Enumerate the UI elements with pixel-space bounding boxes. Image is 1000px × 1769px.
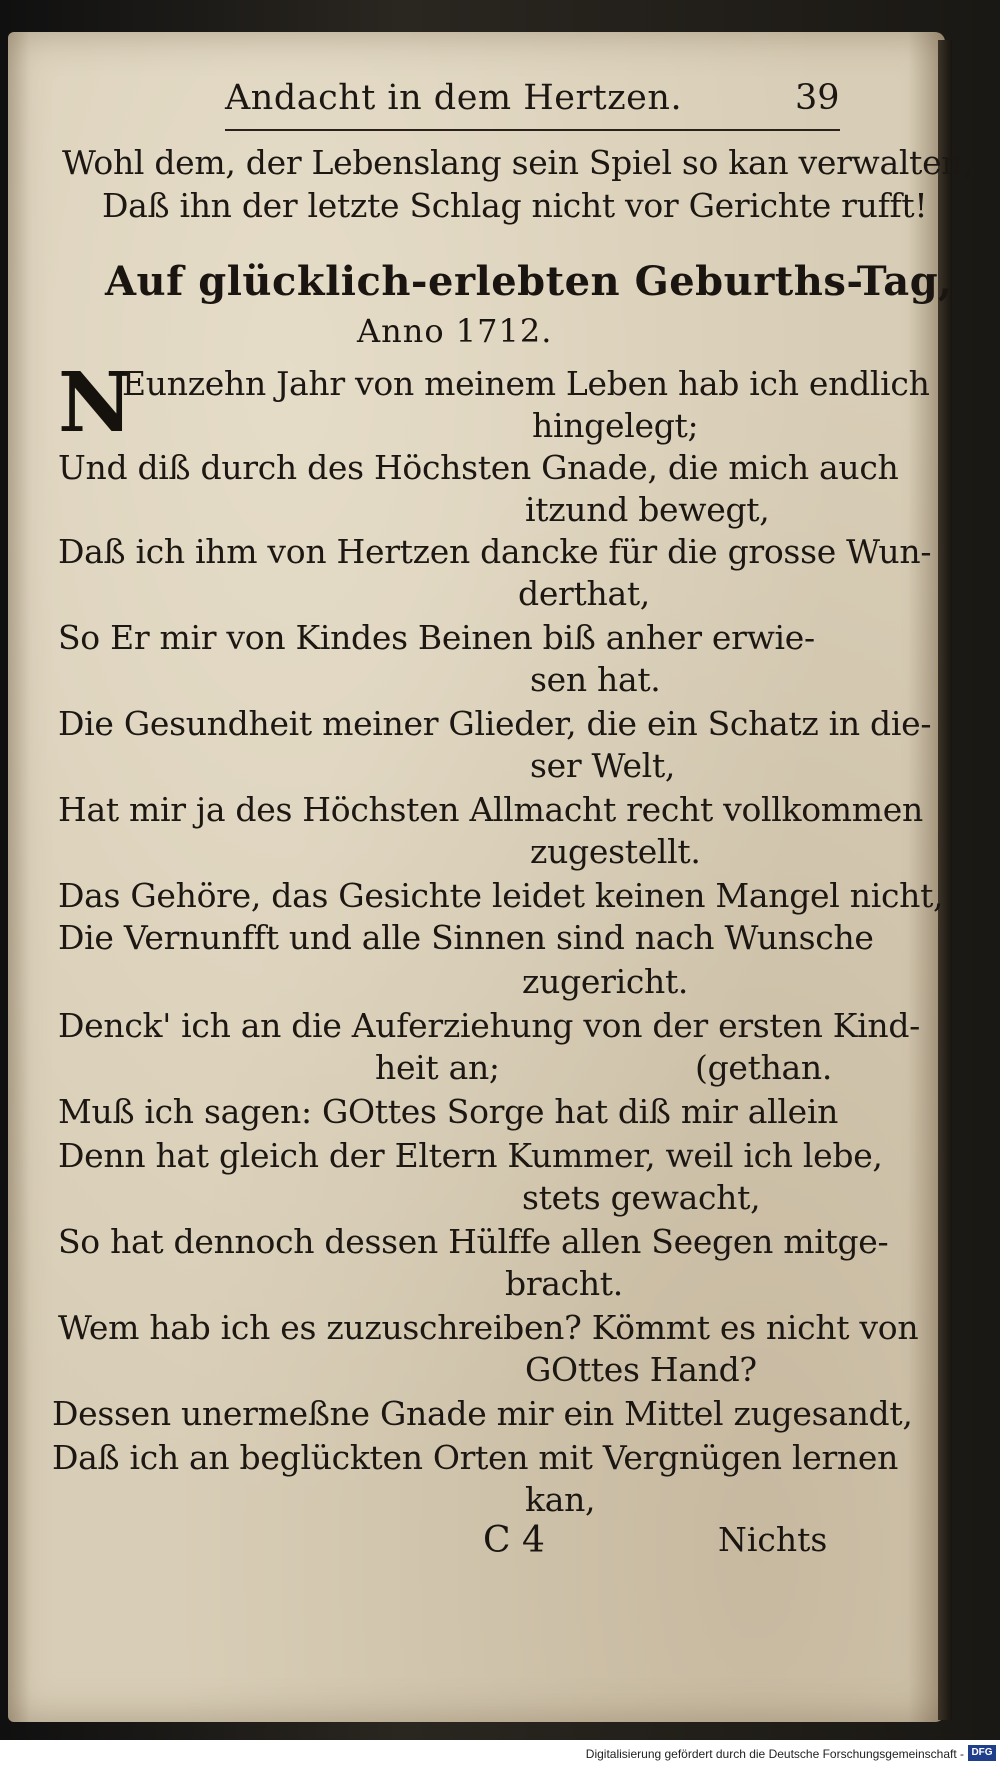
- poem-line: Denck' ich an die Auferziehung von der ersten Kind-: [58, 1006, 921, 1045]
- poem-line: Daß ich an beglückten Orten mit Vergnügen lernen: [52, 1438, 899, 1477]
- poem-line: hingelegt;: [532, 406, 699, 445]
- running-head: Andacht in dem Hertzen.: [225, 78, 683, 118]
- poem-line: Daß ich ihm von Hertzen dancke für die grosse Wun-: [58, 532, 932, 571]
- poem-line: Die Vernunfft und alle Sinnen sind nach Wunsche: [58, 918, 874, 957]
- poem-line: Wem hab ich es zuzuschreiben? Kömmt es nicht von: [58, 1308, 919, 1347]
- signature-mark: C 4: [483, 1520, 545, 1561]
- poem-line: Muß ich sagen: GOttes Sorge hat diß mir allein: [58, 1092, 839, 1131]
- poem-line: itzund bewegt,: [525, 490, 770, 529]
- poem-line: sen hat.: [530, 660, 661, 699]
- text-line: Wohl dem, der Lebenslang sein Spiel so kan verwalten,: [62, 143, 973, 182]
- poem-line: zugericht.: [522, 962, 689, 1001]
- poem-line: GOttes Hand?: [525, 1350, 757, 1389]
- poem-line: zugestellt.: [530, 832, 701, 871]
- poem-line: Denn hat gleich der Eltern Kummer, weil ich lebe,: [58, 1136, 883, 1175]
- dfg-logo-icon: DFG: [968, 1745, 996, 1761]
- poem-line: So hat dennoch dessen Hülffe allen Seegen mitge-: [58, 1222, 889, 1261]
- poem-line: bracht.: [505, 1264, 623, 1303]
- poem-line: stets gewacht,: [522, 1178, 761, 1217]
- page-number: 39: [795, 78, 840, 118]
- poem-line: derthat,: [518, 574, 650, 613]
- header-rule: [225, 129, 840, 131]
- text-line: Daß ihn der letzte Schlag nicht vor Gerichte rufft!: [102, 186, 928, 225]
- drop-cap: N: [58, 355, 133, 451]
- poem-title: Auf glücklich-erlebten Geburths-Tag,: [105, 258, 953, 305]
- poem-line: Und diß durch des Höchsten Gnade, die mich auch: [58, 448, 899, 487]
- poem-line: kan,: [525, 1480, 596, 1519]
- poem-line: Die Gesundheit meiner Glieder, die ein Schatz in die-: [58, 704, 932, 743]
- poem-line: Dessen unermeßne Gnade mir ein Mittel zugesandt,: [52, 1394, 913, 1433]
- catchword: Nichts: [718, 1520, 828, 1559]
- poem-line: Das Gehöre, das Gesichte leidet keinen Mangel nicht,: [58, 876, 944, 915]
- poem-line: Eunzehn Jahr von meinem Leben hab ich endlich: [122, 364, 930, 403]
- poem-line: heit an;: [375, 1048, 500, 1087]
- poem-line: Hat mir ja des Höchsten Allmacht recht vollkommen: [58, 790, 923, 829]
- poem-line: So Er mir von Kindes Beinen biß anher erwie-: [58, 618, 815, 657]
- poem-subtitle: Anno 1712.: [357, 312, 553, 350]
- poem-line: ser Welt,: [530, 746, 676, 785]
- digitization-credit: Digitalisierung gefördert durch die Deutsche Forschungsgemeinschaft -: [585, 1747, 964, 1761]
- poem-line: (gethan.: [695, 1048, 833, 1087]
